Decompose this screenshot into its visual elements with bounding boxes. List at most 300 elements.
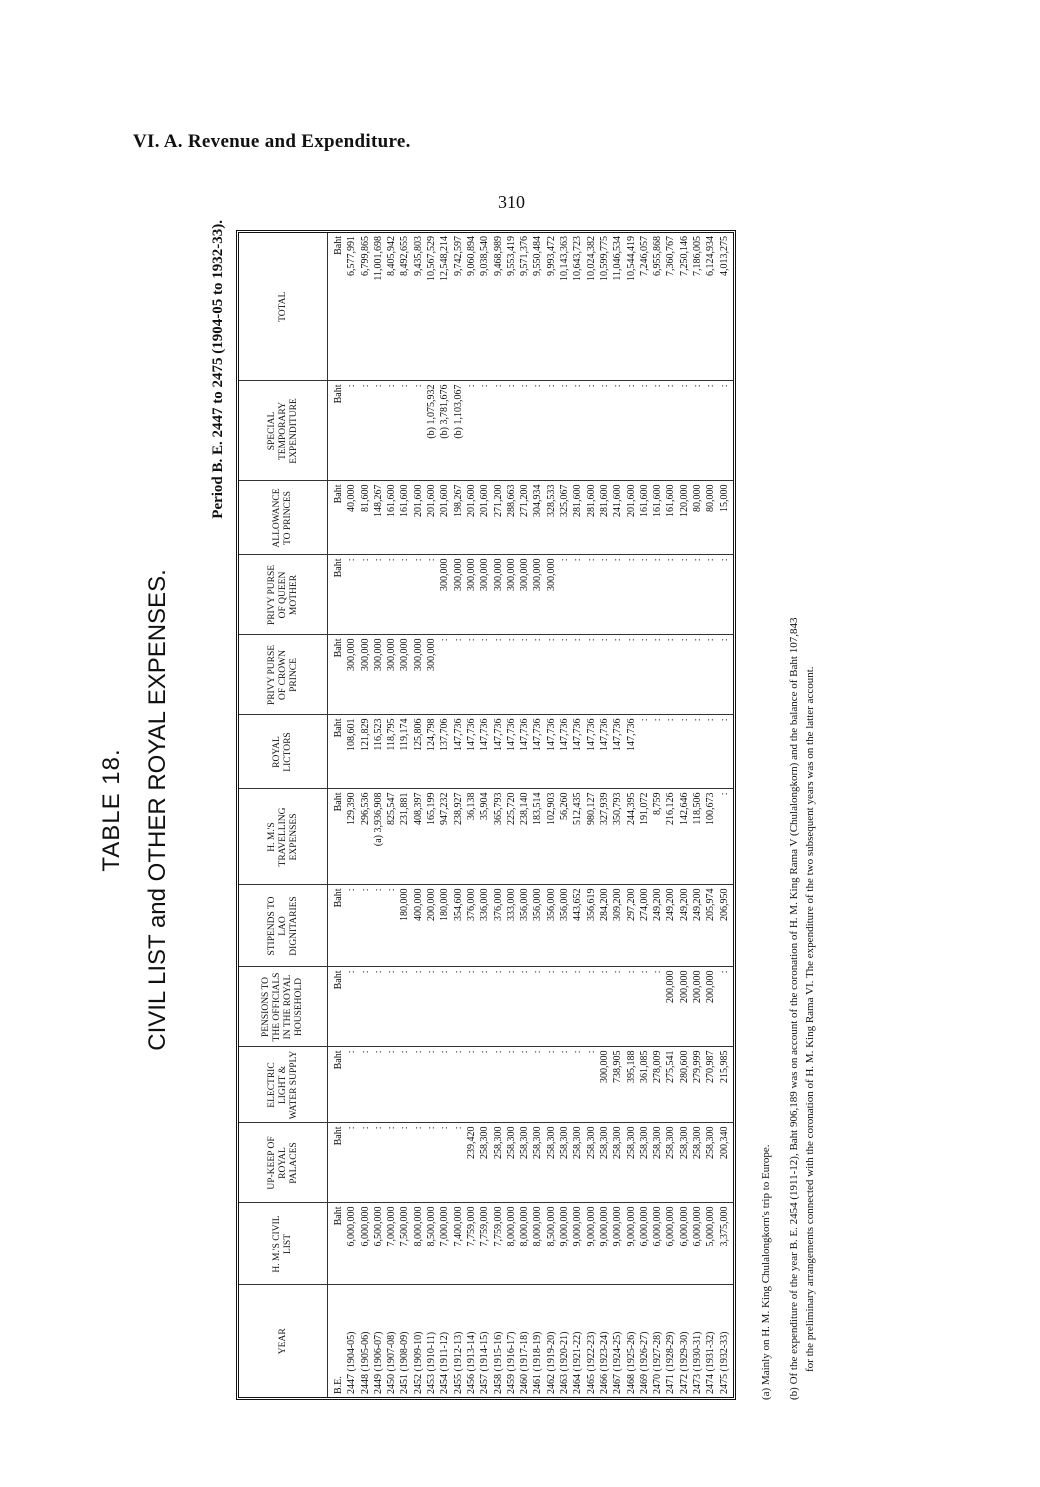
table-cell: 947,232 (439, 792, 451, 825)
table-cell: : (598, 638, 610, 642)
table-cell: : (505, 970, 517, 974)
table-cell: : (386, 384, 398, 388)
table-cell: : (532, 970, 544, 974)
table-cell: : (386, 1050, 398, 1054)
unit-label: Baht (333, 1050, 344, 1070)
table-cell: : (465, 970, 477, 974)
table-cell: : (692, 638, 704, 642)
table-cell: 201,600 (479, 484, 491, 517)
unit-label: Baht (333, 1206, 344, 1226)
value-column (328, 481, 734, 555)
table-title: CIVIL LIST and OTHER ROYAL EXPENSES. (144, 569, 171, 1051)
table-cell: : (572, 970, 584, 974)
table-cell: 7,360,767 (665, 236, 677, 276)
period-subtitle: Period B. E. 2447 to 2475 (1904-05 to 1932-33). (210, 220, 226, 519)
table-cell: 147,736 (598, 718, 610, 751)
page-number: 310 (498, 192, 525, 212)
table-cell: 201,600 (625, 484, 637, 517)
table-cell: 300,000 (386, 638, 398, 671)
table-cell: : (652, 638, 664, 642)
table-cell: 2463 (1920-21) (559, 1331, 571, 1394)
column-header-row (239, 233, 328, 1397)
table-cell: : (386, 558, 398, 562)
table-cell: 304,934 (532, 484, 544, 517)
table-cell: 300,000 (346, 638, 358, 671)
table-cell: 6,799,865 (359, 236, 371, 276)
table-body-row (328, 233, 734, 1397)
value-column (328, 555, 734, 635)
table-cell: 147,736 (625, 718, 637, 751)
table-cell: 147,736 (545, 718, 557, 751)
table-cell: : (439, 638, 451, 642)
table-cell: 124,798 (426, 718, 438, 751)
unit-label: Baht (333, 970, 344, 990)
table-cell: : (718, 384, 730, 388)
table-cell: : (638, 718, 650, 722)
table-cell: : (505, 384, 517, 388)
table-cell: 6,955,868 (652, 236, 664, 276)
table-cell: 7,759,000 (465, 1206, 477, 1247)
table-cell: 7,500,000 (399, 1206, 411, 1247)
table-cell: 512,435 (572, 792, 584, 825)
table-cell: : (399, 1050, 411, 1054)
table-cell: : (426, 558, 438, 562)
table-cell: 361,085 (638, 1050, 650, 1083)
table-cell: 356,000 (559, 888, 571, 921)
table-cell: 300,000 (598, 1050, 610, 1083)
table-cell: (a) 3,936,908 (372, 792, 384, 847)
table-cell: : (545, 970, 557, 974)
table-cell: 300,000 (452, 558, 464, 591)
table-cell: 129,390 (346, 792, 358, 825)
rotated-table-page (98, 220, 858, 1400)
table-cell: 2469 (1926-27) (638, 1331, 650, 1394)
table-cell: : (346, 970, 358, 974)
table-cell: : (625, 970, 637, 974)
table-cell: : (492, 638, 504, 642)
table-cell: 2453 (1910-11) (426, 1331, 438, 1394)
table-cell: : (372, 888, 384, 892)
table-cell: 2457 (1914-15) (479, 1331, 491, 1394)
table-cell: 2455 (1912-13) (452, 1331, 464, 1394)
table-cell: 274,000 (638, 888, 650, 921)
unit-label: Baht (333, 384, 344, 404)
table-cell: 376,000 (492, 888, 504, 921)
footnote-a: (a) Mainly on H. M. King Chulalongkorn's trip to Europe. (760, 1144, 772, 1400)
table-cell: 11,046,534 (612, 236, 624, 281)
table-cell: : (612, 970, 624, 974)
table-cell: 258,300 (665, 1126, 677, 1159)
table-cell: 354,600 (452, 888, 464, 921)
table-cell: : (426, 1126, 438, 1130)
table-cell: 6,000,000 (346, 1206, 358, 1247)
table-cell: 328,533 (545, 484, 557, 517)
table-cell: 2465 (1922-23) (585, 1331, 597, 1394)
unit-label: Baht (333, 888, 344, 908)
table-cell: 200,000 (665, 970, 677, 1003)
table-cell: : (519, 1050, 531, 1054)
table-cell: : (665, 718, 677, 722)
table-cell: 7,250,146 (678, 236, 690, 276)
table-cell: 3,375,000 (718, 1206, 730, 1247)
table-cell: : (652, 970, 664, 974)
table-cell: 2467 (1924-25) (612, 1331, 624, 1394)
table-cell: 258,300 (638, 1126, 650, 1159)
table-cell: 258,300 (585, 1126, 597, 1159)
table-cell: : (372, 1126, 384, 1130)
unit-label: Baht (333, 484, 344, 504)
table-cell: 238,140 (519, 792, 531, 825)
table-cell: : (585, 558, 597, 562)
table-cell: : (439, 970, 451, 974)
table-cell: 9,742,597 (452, 236, 464, 276)
table-cell: : (692, 558, 704, 562)
table-cell: : (678, 638, 690, 642)
year-column (328, 1285, 734, 1397)
table-cell: : (346, 558, 358, 562)
table-cell: 279,999 (692, 1050, 704, 1083)
table-cell: 275,541 (665, 1050, 677, 1083)
table-cell: 980,127 (585, 792, 597, 825)
table-cell: : (559, 970, 571, 974)
table-cell: : (598, 384, 610, 388)
table-cell: : (678, 718, 690, 722)
table-cell: : (479, 1050, 491, 1054)
table-cell: : (412, 1050, 424, 1054)
year-prefix: B.E. (333, 1376, 344, 1394)
table-cell: 327,939 (598, 792, 610, 825)
table-cell: 102,903 (545, 792, 557, 825)
unit-label: Baht (333, 1126, 344, 1146)
table-cell: 4,013,275 (718, 236, 730, 276)
table-cell: : (545, 638, 557, 642)
table-cell: : (625, 638, 637, 642)
table-cell: : (359, 384, 371, 388)
table-cell: : (465, 384, 477, 388)
table-cell: 9,435,803 (412, 236, 424, 276)
footnotes (758, 220, 830, 1400)
table-cell: 161,600 (386, 484, 398, 517)
table-cell: 147,736 (492, 718, 504, 751)
table-cell: 56,260 (559, 792, 571, 820)
table-cell: 297,200 (625, 888, 637, 921)
table-cell: : (692, 384, 704, 388)
table-cell: 249,200 (692, 888, 704, 921)
table-cell: : (572, 384, 584, 388)
column-header: SPECIAL TEMPORARY EXPENDITURE (239, 381, 328, 481)
table-cell: 81,600 (359, 484, 371, 512)
table-cell: 200,000 (678, 970, 690, 1003)
table-cell: 8,000,000 (412, 1206, 424, 1247)
table-cell: 400,000 (412, 888, 424, 921)
table-cell: 258,300 (692, 1126, 704, 1159)
value-column (328, 381, 734, 481)
table-cell: 6,000,000 (652, 1206, 664, 1247)
table-cell: 309,200 (612, 888, 624, 921)
table-label: TABLE 18. (98, 748, 125, 872)
table-cell: 356,000 (519, 888, 531, 921)
table-cell: : (638, 384, 650, 388)
table-cell: : (572, 638, 584, 642)
table-cell: 119,174 (399, 718, 411, 751)
table-cell: : (479, 638, 491, 642)
table-cell: 180,000 (439, 888, 451, 921)
table-cell: 2471 (1928-29) (665, 1331, 677, 1394)
table-cell: : (519, 970, 531, 974)
table-cell: : (465, 1050, 477, 1054)
table-cell: 225,720 (505, 792, 517, 825)
table-cell: : (505, 1050, 517, 1054)
table-cell: 281,600 (585, 484, 597, 517)
table-cell: 10,599,775 (598, 236, 610, 281)
table-cell: : (386, 970, 398, 974)
table-cell: : (359, 1126, 371, 1130)
column-header: PENSIONS TO THE OFFICIALS IN THE ROYAL HOUSEHOLD (239, 967, 328, 1047)
column-header: ALLOWANCE TO PRINCES (239, 481, 328, 555)
table-cell: 8,000,000 (505, 1206, 517, 1247)
table-cell: : (492, 970, 504, 974)
table-cell: : (399, 1126, 411, 1130)
table-cell: 281,600 (598, 484, 610, 517)
table-cell: 258,300 (652, 1126, 664, 1159)
table-cell: 9,000,000 (598, 1206, 610, 1247)
table-cell: 300,000 (532, 558, 544, 591)
table-cell: 6,577,991 (346, 236, 358, 276)
column-header: UP-KEEP OF ROYAL PALACES (239, 1123, 328, 1203)
table-cell: 2462 (1919-20) (545, 1331, 557, 1394)
table-cell: : (399, 384, 411, 388)
table-cell: 10,544,419 (625, 236, 637, 281)
table-cell: 280,600 (678, 1050, 690, 1083)
table-cell: 8,000,000 (532, 1206, 544, 1247)
table-cell: 231,881 (399, 792, 411, 825)
table-cell: : (625, 558, 637, 562)
table-cell: 300,000 (412, 638, 424, 671)
table-cell: : (412, 384, 424, 388)
table-cell: 350,793 (612, 792, 624, 825)
table-cell: : (359, 970, 371, 974)
table-cell: 300,000 (439, 558, 451, 591)
table-cell: 258,300 (479, 1126, 491, 1159)
table-cell: : (545, 1050, 557, 1054)
table-cell: 9,571,376 (519, 236, 531, 276)
table-cell: : (346, 384, 358, 388)
value-column (328, 1123, 734, 1203)
table-cell: : (452, 1050, 464, 1054)
table-cell: : (372, 1050, 384, 1054)
table-cell: 238,927 (452, 792, 464, 825)
value-column (328, 967, 734, 1047)
table-cell: 161,600 (399, 484, 411, 517)
table-cell: 9,993,472 (545, 236, 557, 276)
table-cell: : (479, 970, 491, 974)
table-cell: 161,600 (652, 484, 664, 517)
table-cell: : (625, 384, 637, 388)
table-cell: 116,523 (372, 718, 384, 751)
table-cell: : (665, 558, 677, 562)
table-cell: 147,736 (572, 718, 584, 751)
table-cell: 100,673 (705, 792, 717, 825)
table-cell: 300,000 (505, 558, 517, 591)
table-cell: 206,950 (718, 888, 730, 921)
table-cell: 258,300 (678, 1126, 690, 1159)
table-cell: : (532, 1050, 544, 1054)
table-cell: : (718, 970, 730, 974)
table-cell: : (372, 558, 384, 562)
table-cell: : (532, 638, 544, 642)
table-cell: 148,267 (372, 484, 384, 517)
column-header: YEAR (239, 1285, 328, 1397)
table-cell: 6,000,000 (692, 1206, 704, 1247)
table-cell: 6,500,000 (372, 1206, 384, 1247)
table-cell: : (426, 970, 438, 974)
table-cell: : (705, 718, 717, 722)
table-cell: : (638, 638, 650, 642)
table-cell: 258,300 (598, 1126, 610, 1159)
table-cell: 2464 (1921-22) (572, 1331, 584, 1394)
table-cell: 244,395 (625, 792, 637, 825)
table-cell: : (718, 718, 730, 722)
table-cell: 80,000 (705, 484, 717, 512)
table-cell: 9,000,000 (572, 1206, 584, 1247)
table-cell: : (492, 1050, 504, 1054)
column-header: H. M.'S CIVIL LIST (239, 1203, 328, 1285)
table-cell: 300,000 (492, 558, 504, 591)
table-cell: 258,300 (559, 1126, 571, 1159)
expense-table (239, 233, 733, 1397)
table-cell: 147,736 (585, 718, 597, 751)
table-cell: 5,000,000 (705, 1206, 717, 1247)
table-cell: : (346, 1126, 358, 1130)
table-cell: 2459 (1916-17) (505, 1331, 517, 1394)
table-cell: 8,492,655 (399, 236, 411, 276)
table-cell: : (412, 558, 424, 562)
table-cell: 288,663 (505, 484, 517, 517)
table-cell: 258,300 (505, 1126, 517, 1159)
table-cell: 216,126 (665, 792, 677, 825)
table-cell: 2454 (1911-12) (439, 1331, 451, 1394)
table-cell: (b) 1,103,067 (452, 384, 464, 439)
table-cell: 118,795 (386, 718, 398, 751)
table-cell: 300,000 (372, 638, 384, 671)
table-cell: 7,000,000 (386, 1206, 398, 1247)
table-cell: 2473 (1930-31) (692, 1331, 704, 1394)
table-cell: 258,300 (545, 1126, 557, 1159)
table-cell: : (559, 558, 571, 562)
table-cell: 6,000,000 (665, 1206, 677, 1247)
table-cell: 12,548,214 (439, 236, 451, 281)
table-cell: 118,506 (692, 792, 704, 825)
table-cell: 8,000,000 (519, 1206, 531, 1247)
table-cell: 2466 (1923-24) (598, 1331, 610, 1394)
table-cell: 258,300 (705, 1126, 717, 1159)
table-cell: 300,000 (519, 558, 531, 591)
table-cell: 201,600 (412, 484, 424, 517)
footnote-b-line2: for the preliminary arrangements connected with the coronation of H. M. King Rama VI. The expenditure of the two subsequent years was on the latter account. (804, 666, 816, 1372)
table-cell: (b) 1,075,932 (426, 384, 438, 439)
table-cell: 36,138 (465, 792, 477, 820)
table-cell: 2470 (1927-28) (652, 1331, 664, 1394)
table-cell: 9,000,000 (585, 1206, 597, 1247)
table-cell: : (585, 970, 597, 974)
table-cell: 258,300 (492, 1126, 504, 1159)
table-cell: 191,072 (638, 792, 650, 825)
table-cell: : (705, 558, 717, 562)
value-column (328, 635, 734, 715)
table-cell: : (585, 1050, 597, 1054)
table-cell: 125,806 (412, 718, 424, 751)
table-cell: 8,405,942 (386, 236, 398, 276)
table-cell: 2456 (1913-14) (465, 1331, 477, 1394)
table-cell: 165,199 (426, 792, 438, 825)
table-cell: 300,000 (426, 638, 438, 671)
table-cell: : (572, 1050, 584, 1054)
column-header: ELECTRIC LIGHT & WATER SUPPLY (239, 1047, 328, 1123)
table-cell: 2474 (1931-32) (705, 1331, 717, 1394)
table-cell: 333,000 (505, 888, 517, 921)
table-cell: : (559, 384, 571, 388)
table-cell: 201,600 (426, 484, 438, 517)
table-cell: : (399, 970, 411, 974)
table-cell: : (439, 1126, 451, 1130)
value-column (328, 1203, 734, 1285)
unit-label: Baht (333, 638, 344, 658)
table-cell: : (638, 970, 650, 974)
table-cell: : (452, 1126, 464, 1130)
table-cell: 6,000,000 (359, 1206, 371, 1247)
unit-label: Baht (333, 558, 344, 578)
table-cell: : (572, 558, 584, 562)
table-cell: : (505, 638, 517, 642)
footnote-b (786, 220, 818, 1400)
table-cell: : (479, 384, 491, 388)
table-cell: 6,000,000 (638, 1206, 650, 1247)
table-cell: 300,000 (399, 638, 411, 671)
table-cell: 284,200 (598, 888, 610, 921)
table-cell: 215,985 (718, 1050, 730, 1083)
table-cell: (b) 3,781,676 (439, 384, 451, 439)
table-cell: 161,600 (665, 484, 677, 517)
table-cell: 205,974 (705, 888, 717, 921)
table-cell: 258,300 (625, 1126, 637, 1159)
table-cell: : (559, 638, 571, 642)
table-cell: 443,652 (572, 888, 584, 921)
table-cell: : (638, 558, 650, 562)
table-cell: : (359, 888, 371, 892)
column-header: TOTAL (239, 233, 328, 381)
table-cell: : (465, 638, 477, 642)
table-cell: 2461 (1918-19) (532, 1331, 544, 1394)
table-cell: : (346, 888, 358, 892)
table-cell: 15,000 (718, 484, 730, 512)
table-cell: : (386, 1126, 398, 1130)
table-cell: : (598, 970, 610, 974)
table-cell: 395,188 (625, 1050, 637, 1083)
table-cell: 147,736 (519, 718, 531, 751)
column-header: H. M.'S TRAVELLING EXPENSES (239, 789, 328, 885)
table-cell: : (652, 558, 664, 562)
table-cell: 408,397 (412, 792, 424, 825)
table-cell: 7,246,057 (638, 236, 650, 276)
table-cell: 200,000 (692, 970, 704, 1003)
table-cell: 9,000,000 (612, 1206, 624, 1247)
table-cell: 7,000,000 (439, 1206, 451, 1247)
table-cell: 9,060,894 (465, 236, 477, 276)
table-cell: 2472 (1929-30) (678, 1331, 690, 1394)
table-cell: : (692, 718, 704, 722)
table-cell: 10,567,529 (426, 236, 438, 281)
table-cell: 10,024,382 (585, 236, 597, 281)
